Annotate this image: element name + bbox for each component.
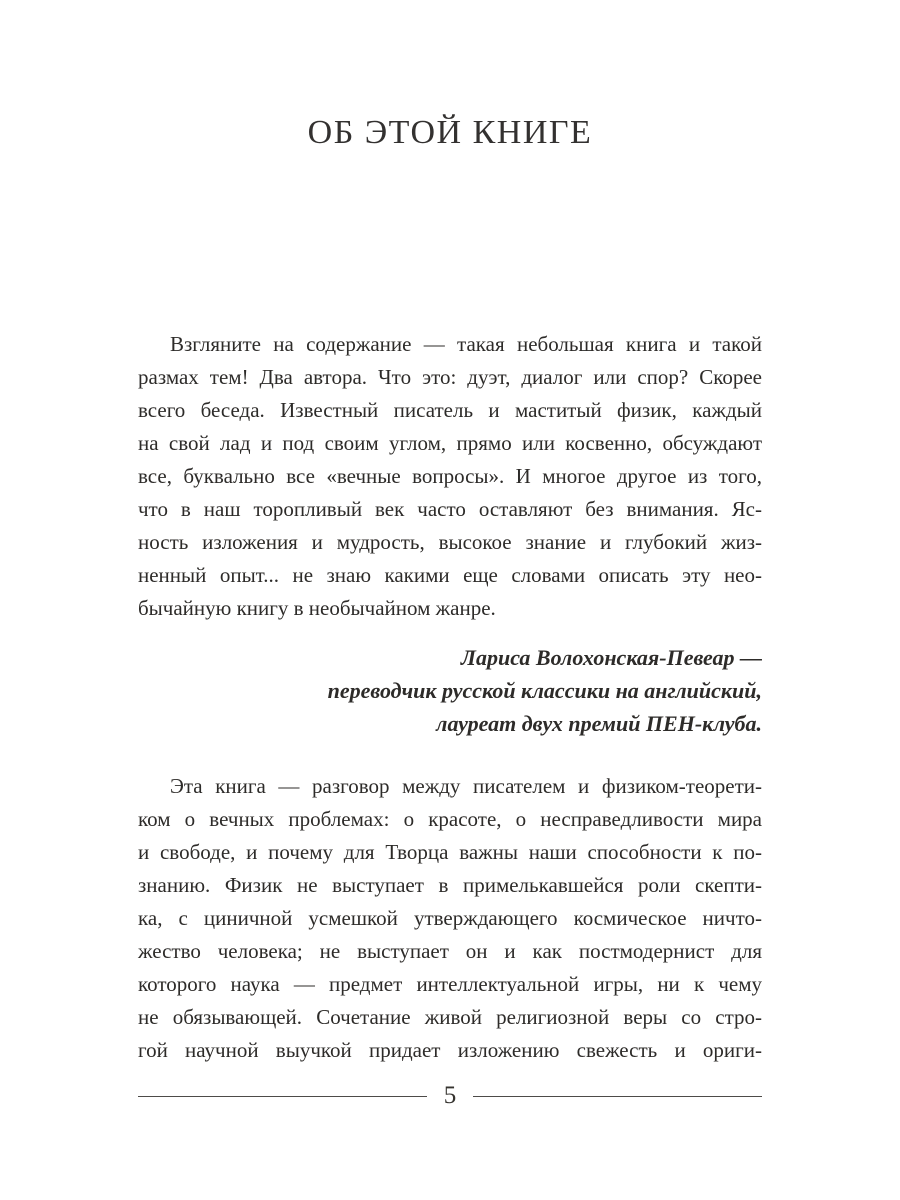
attribution-block xyxy=(138,641,762,740)
attribution-block-line: Лариса Волохонская-Певеар — xyxy=(460,645,762,670)
paragraph-review-line: всего беседа. Известный писатель и маститый физик, каждый xyxy=(138,398,762,422)
attribution-block-line: переводчик русской классики на английский, xyxy=(327,678,762,703)
paragraph-review xyxy=(138,328,762,625)
paragraph-description-line: гой научной выучкой придает изложению свежесть и ориги- xyxy=(138,1038,762,1062)
paragraph-description xyxy=(138,770,762,1067)
paragraph-review-line: ность изложения и мудрость, высокое знание и глубокий жиз- xyxy=(138,530,762,554)
paragraph-description-line: жество человека; не выступает он и как постмодернист для xyxy=(138,939,762,963)
paragraph-review-line: Взгляните на содержание — такая небольшая книга и такой xyxy=(170,332,762,356)
page-footer xyxy=(138,1081,762,1111)
paragraph-description-line: Эта книга — разговор между писателем и физиком-теорети- xyxy=(170,774,762,798)
paragraph-description-line: ка, с циничной усмешкой утверждающего космическое ничто- xyxy=(138,906,762,930)
paragraph-review-line: бычайную книгу в необычайном жанре. xyxy=(138,596,496,620)
paragraph-review-line: все, буквально все «вечные вопросы». И многое другое из того, xyxy=(138,464,762,488)
paragraph-review-line: ненный опыт... не знаю какими еще словами описать эту нео- xyxy=(138,563,762,587)
paragraph-description-line: и свободе, и почему для Творца важны наши способности к по- xyxy=(138,840,762,864)
paragraph-review-line: размах тем! Два автора. Что это: дуэт, диалог или спор? Скорее xyxy=(138,365,762,389)
paragraph-description-line: ком о вечных проблемах: о красоте, о несправедливости мира xyxy=(138,807,762,831)
paragraph-description-line: которого наука — предмет интеллектуальной игры, ни к чему xyxy=(138,972,762,996)
paragraph-description-line: знанию. Физик не выступает в примелькавшейся роли скепти- xyxy=(138,873,762,897)
footer-rule-right xyxy=(473,1096,762,1097)
page-title: ОБ ЭТОЙ КНИГЕ xyxy=(307,114,593,151)
attribution-block-line: лауреат двух премий ПЕН-клуба. xyxy=(436,711,762,736)
paragraph-review-line: что в наш торопливый век часто оставляют без внимания. Яс- xyxy=(138,497,762,521)
page-number: 5 xyxy=(443,1082,457,1109)
paragraph-description-line: не обязывающей. Сочетание живой религиозной веры со стро- xyxy=(138,1005,762,1029)
footer-rule-left xyxy=(138,1096,427,1097)
paragraph-review-line: на свой лад и под своим углом, прямо или косвенно, обсуждают xyxy=(138,431,762,455)
